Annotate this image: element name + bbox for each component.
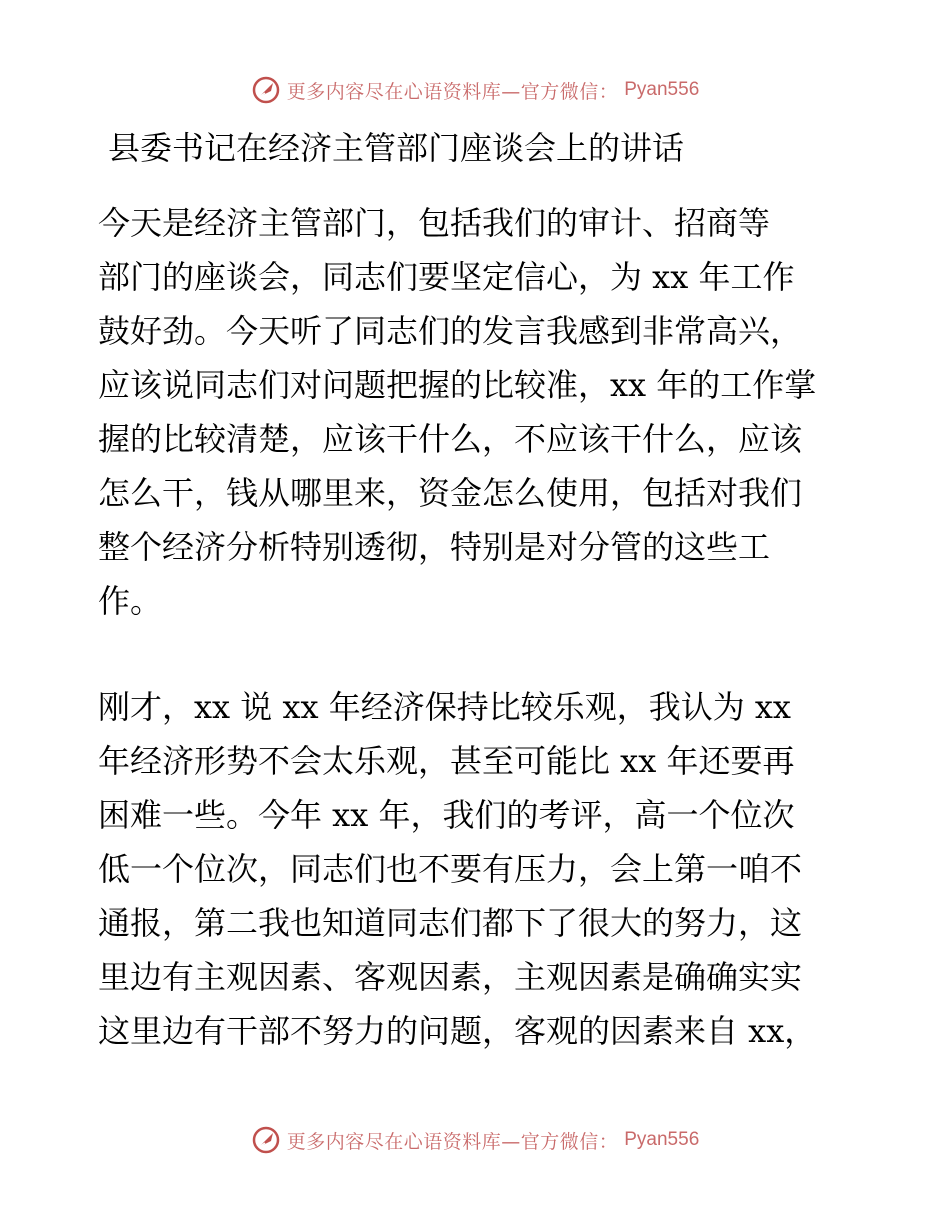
text-line: 刚才，xx 说 xx 年经济保持比较乐观，我认为 xx [98, 688, 791, 726]
text-line: 通报，第二我也知道同志们都下了很大的努力，这 [98, 904, 803, 942]
paragraph-2 [98, 680, 858, 1058]
text-line: 今天是经济主管部门，包括我们的审计、招商等 [98, 204, 771, 242]
document-title: 县委书记在经济主管部门座谈会上的讲话 [108, 129, 685, 167]
quill-logo-icon [251, 1125, 281, 1155]
text-line: 作。 [98, 582, 163, 620]
watermark-wechat-id: Pyan556 [624, 1129, 700, 1150]
text-line: 鼓好劲。今天听了同志们的发言我感到非常高兴， [98, 312, 803, 350]
text-line: 低一个位次，同志们也不要有压力，会上第一咱不 [98, 850, 803, 888]
text-line: 里边有主观因素、客观因素，主观因素是确确实实 [98, 958, 803, 996]
text-line: 应该说同志们对问题把握的比较准，xx 年的工作掌 [98, 366, 817, 404]
watermark-header [0, 70, 950, 110]
text-line: 握的比较清楚，应该干什么，不应该干什么，应该 [98, 420, 803, 458]
quill-logo-icon [251, 75, 281, 105]
text-line: 整个经济分析特别透彻，特别是对分管的这些工 [98, 528, 771, 566]
text-line: 困难一些。今年 xx 年，我们的考评，高一个位次 [98, 796, 795, 834]
watermark-wechat-id: Pyan556 [624, 79, 700, 100]
watermark-text: 更多内容尽在心语资料库—官方微信： [286, 1130, 619, 1153]
watermark-text: 更多内容尽在心语资料库—官方微信： [286, 80, 619, 103]
text-line: 怎么干，钱从哪里来，资金怎么使用，包括对我们 [98, 474, 803, 512]
watermark-footer [0, 1120, 950, 1160]
text-line: 部门的座谈会，同志们要坚定信心，为 xx 年工作 [98, 258, 795, 296]
paragraph-1 [98, 196, 858, 628]
text-line: 这里边有干部不努力的问题，客观的因素来自 xx， [98, 1012, 817, 1050]
text-line: 年经济形势不会太乐观，甚至可能比 xx 年还要再 [98, 742, 795, 780]
